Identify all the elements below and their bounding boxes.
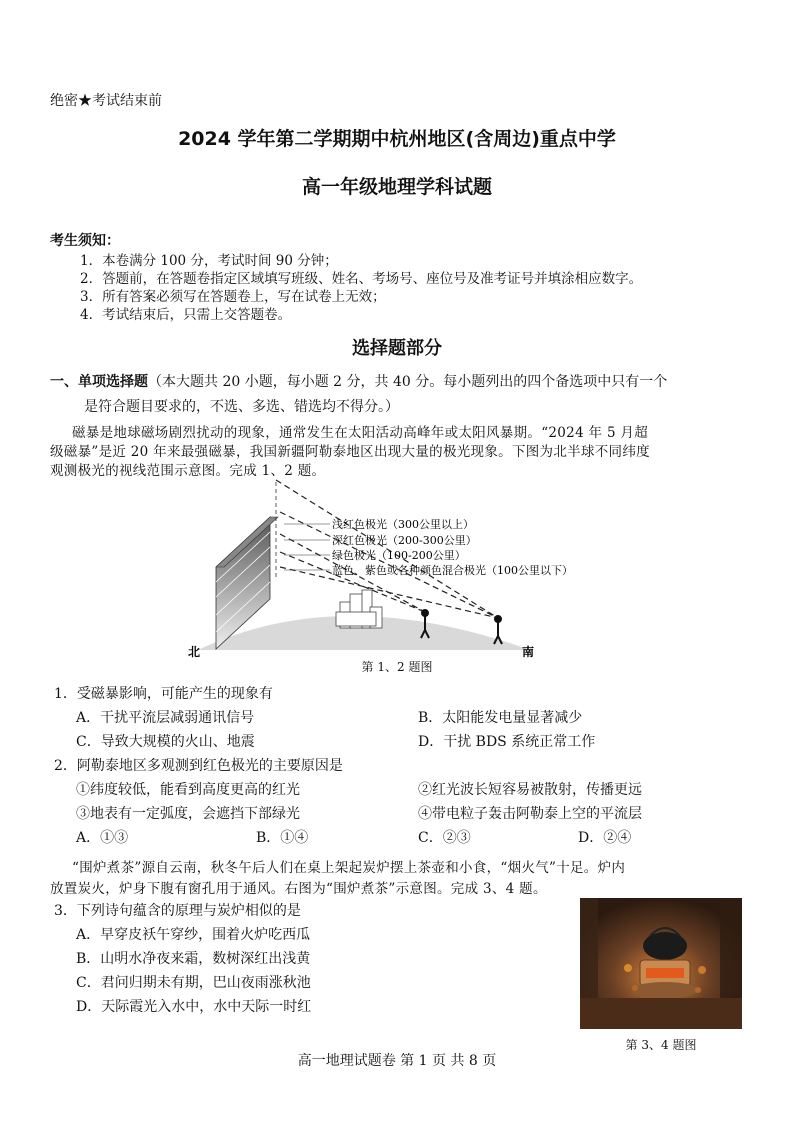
label-green: 绿色极光（100-200公里） [332,549,466,562]
option-c: C．君问归期未有期，巴山夜雨涨秋池 [76,975,311,991]
part-desc-2: 是符合题目要求的，不选、多选、错选均不得分。） [84,399,399,415]
section-title: 选择题部分 [352,338,442,359]
option-b: B．太阳能发电量显著减少 [418,710,583,726]
notice-item: 4．考试结束后，只需上交答题卷。 [80,307,292,323]
statement-1: ①纬度较低，能看到高度更高的红光 [76,782,300,798]
option-b: B．山明水净夜来霜，数树深红出浅黄 [76,951,311,967]
question-1-stem: 1．受磁暴影响，可能产生的现象有 [54,686,273,702]
figure-1-caption: 第 1、2 题图 [361,660,433,674]
statement-3: ③地表有一定弧度，会遮挡下部绿光 [76,806,300,822]
label-blue-purple: 蓝色、紫色或各种颜色混合极光（100公里以下） [332,564,573,577]
town-icon [336,590,382,628]
option-d: D．干扰 BDS 系统正常工作 [418,734,596,750]
material-1-line: 级磁暴”是近 20 年来最强磁暴，我国新疆阿勒泰地区出现大量的极光现象。下图为北半球不同纬度 [50,444,650,460]
option-d: D．②④ [578,830,632,846]
label-light-red: 浅红色极光（300公里以上） [332,518,474,531]
part-heading [50,371,667,391]
teapot-icon [643,932,687,960]
option-d: D．天际霞光入水中，水中天际一时红 [76,999,312,1015]
material-2-line: “围炉煮茶”源自云南，秋冬午后人们在桌上架起炭炉摆上茶壶和小食，“烟火气”十足。炉内 [72,860,626,876]
label-north: 北 [188,645,201,659]
notice-item: 3．所有答案必须写在答题卷上，写在试卷上无效； [80,289,386,305]
option-a: A．①③ [76,830,129,846]
notice-heading: 考生须知： [50,233,120,249]
page-footer: 高一地理试题卷 第 1 页 共 8 页 [297,1053,497,1069]
material-1-line: 磁暴是地球磁场剧烈扰动的现象，通常发生在太阳活动高峰年或太阳风暴期。“2024 年 5 月超 [72,425,649,441]
notice-item: 2．答题前，在答题卷指定区域填写班级、姓名、考场号、座位号及准考证号并填涂相应数字。 [80,271,643,287]
question-2-stem: 2．阿勒泰地区多观测到红色极光的主要原因是 [54,758,343,774]
label-south: 南 [522,645,535,659]
statement-4: ④带电粒子轰击阿勒泰上空的平流层 [418,806,642,822]
tea-stove-photo [580,898,742,1029]
label-deep-red: 深红色极光（200-300公里） [332,534,477,547]
option-c: C．导致大规模的火山、地震 [76,734,255,750]
aurora-diagram [180,472,580,662]
figure-2-caption: 第 3、4 题图 [625,1038,697,1052]
material-1-line: 观测极光的视线范围示意图。完成 1、2 题。 [50,463,326,479]
option-a: A．干扰平流层减弱通讯信号 [76,710,255,726]
option-a: A．早穿皮袄午穿纱，围着火炉吃西瓜 [76,927,311,943]
material-2-line: 放置炭火，炉身下腹有窗孔用于通风。右图为“围炉煮茶”示意图。完成 3、4 题。 [50,881,547,897]
exam-title: 2024 学年第二学期期中杭州地区(含周边)重点中学 [178,128,616,150]
option-b: B．①④ [256,830,309,846]
option-c: C．②③ [418,830,471,846]
exam-subtitle: 高一年级地理学科试题 [301,176,492,198]
part-label: 一、单项选择题 [50,374,148,390]
confidential-mark: 绝密★考试结束前 [50,93,162,109]
question-3-stem: 3．下列诗句蕴含的原理与炭炉相似的是 [54,903,301,919]
notice-item: 1．本卷满分 100 分，考试时间 90 分钟； [80,253,338,269]
statement-2: ②红光波长短容易被散射，传播更远 [418,782,642,798]
part-desc: （本大题共 20 小题，每小题 2 分，共 40 分。每小题列出的四个备选项中只有一个 [148,374,668,390]
